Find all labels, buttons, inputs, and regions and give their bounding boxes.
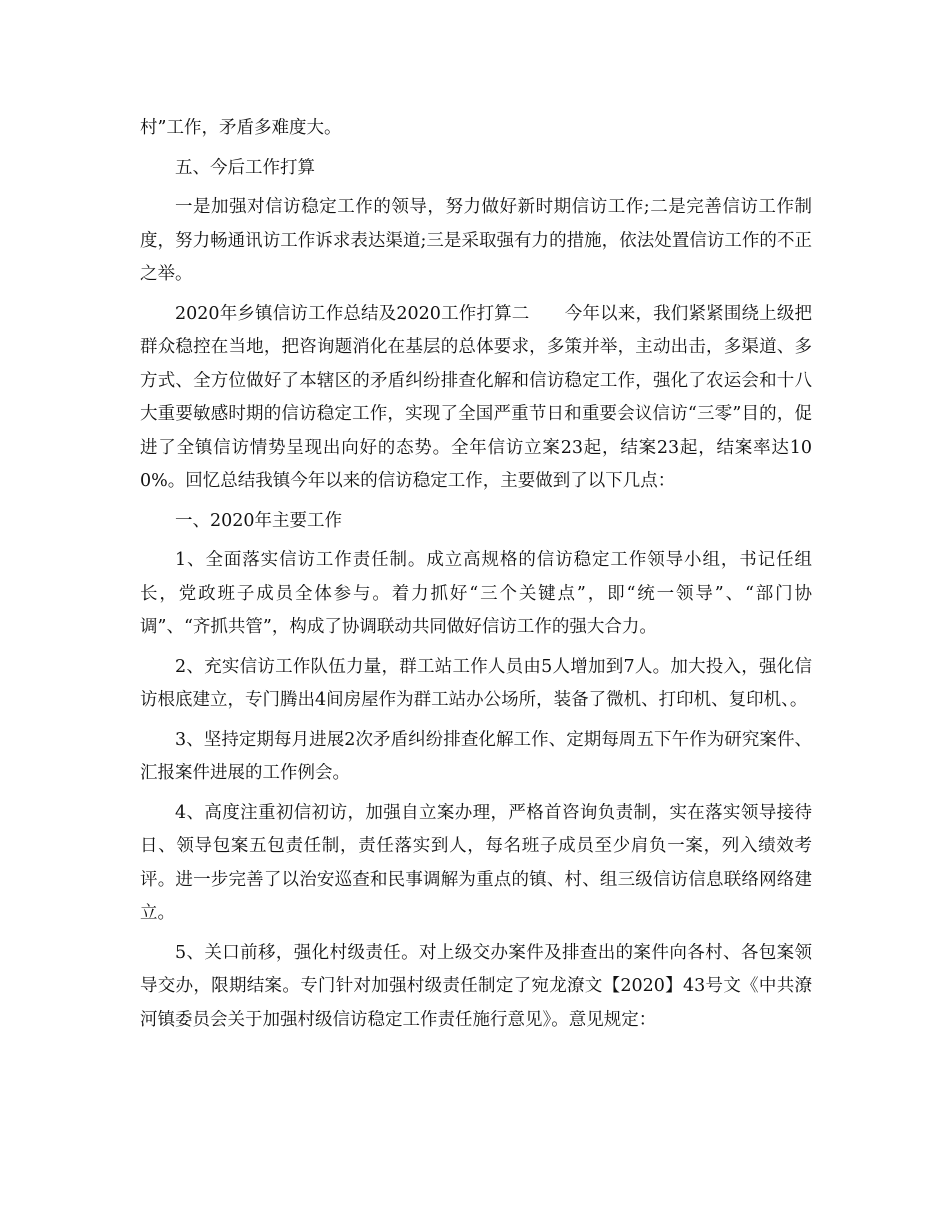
paragraph-summary-intro: 2020年乡镇信访工作总结及2020工作打算二 今年以来，我们紧紧围绕上级把群众稳控在当地，把咨询题消化在基层的总体要求，多策并举，主动出击，多渠道、多方式、全方位做好了本辖区的矛盾纠纷排查化解和信访稳定工作，强化了农运会和十八大重要敏感时期的信访稳定工作，实现了全国严重节日和重要会议信访“三零”目的，促进了全镇信访情势呈现出向好的态势。全年信访立案23起，结案23起，结案率达100%。回忆总结我镇今年以来的信访稳定工作，主要做到了以下几点： xyxy=(140,303,812,491)
document-body xyxy=(140,112,812,1037)
paragraph-item-2: 2、充实信访工作队伍力量，群工站工作人员由5人增加到7人。加大投入，强化信访根底建立，专门腾出4间房屋作为群工站办公场所，装备了微机、打印机、复印机、。 xyxy=(140,656,812,710)
paragraph-item-5: 5、关口前移，强化村级责任。对上级交办案件及排查出的案件向各村、各包案领导交办，限期结案。专门针对加强村级责任制定了宛龙潦文【2020】43号文《中共潦河镇委员会关于加强村级信访稳定工作责任施行意见》。意见规定： xyxy=(140,942,812,1030)
paragraph-continuation: 村”工作，矛盾多难度大。 xyxy=(140,118,342,138)
paragraph-item-1: 1、全面落实信访工作责任制。成立高规格的信访稳定工作领导小组，书记任组长，党政班子成员全体参与。着力抓好“三个关键点”，即“统一领导”、“部门协调”、“齐抓共管”，构成了协调联动共同做好信访工作的强大合力。 xyxy=(140,550,812,637)
paragraph-item-4: 4、高度注重初信初访，加强自立案办理，严格首咨询负责制，实在落实领导接待日、领导包案五包责任制，责任落实到人，每名班子成员至少肩负一案，列入绩效考评。进一步完善了以治安巡查和民事调解为重点的镇、村、组三级信访信息联络网络建立。 xyxy=(140,802,812,923)
paragraph-item-3: 3、坚持定期每月进展2次矛盾纠纷排查化解工作、定期每周五下午作为研究案件、汇报案件进展的工作例会。 xyxy=(140,729,812,783)
section-heading-future-plans: 五、今后工作打算 xyxy=(175,157,315,178)
section-heading-main-work: 一、2020年主要工作 xyxy=(175,510,343,531)
paragraph-future-plans: 一是加强对信访稳定工作的领导，努力做好新时期信访工作;二是完善信访工作制度，努力畅通讯访工作诉求表达渠道;三是采取强有力的措施，依法处置信访工作的不正之举。 xyxy=(140,197,812,284)
